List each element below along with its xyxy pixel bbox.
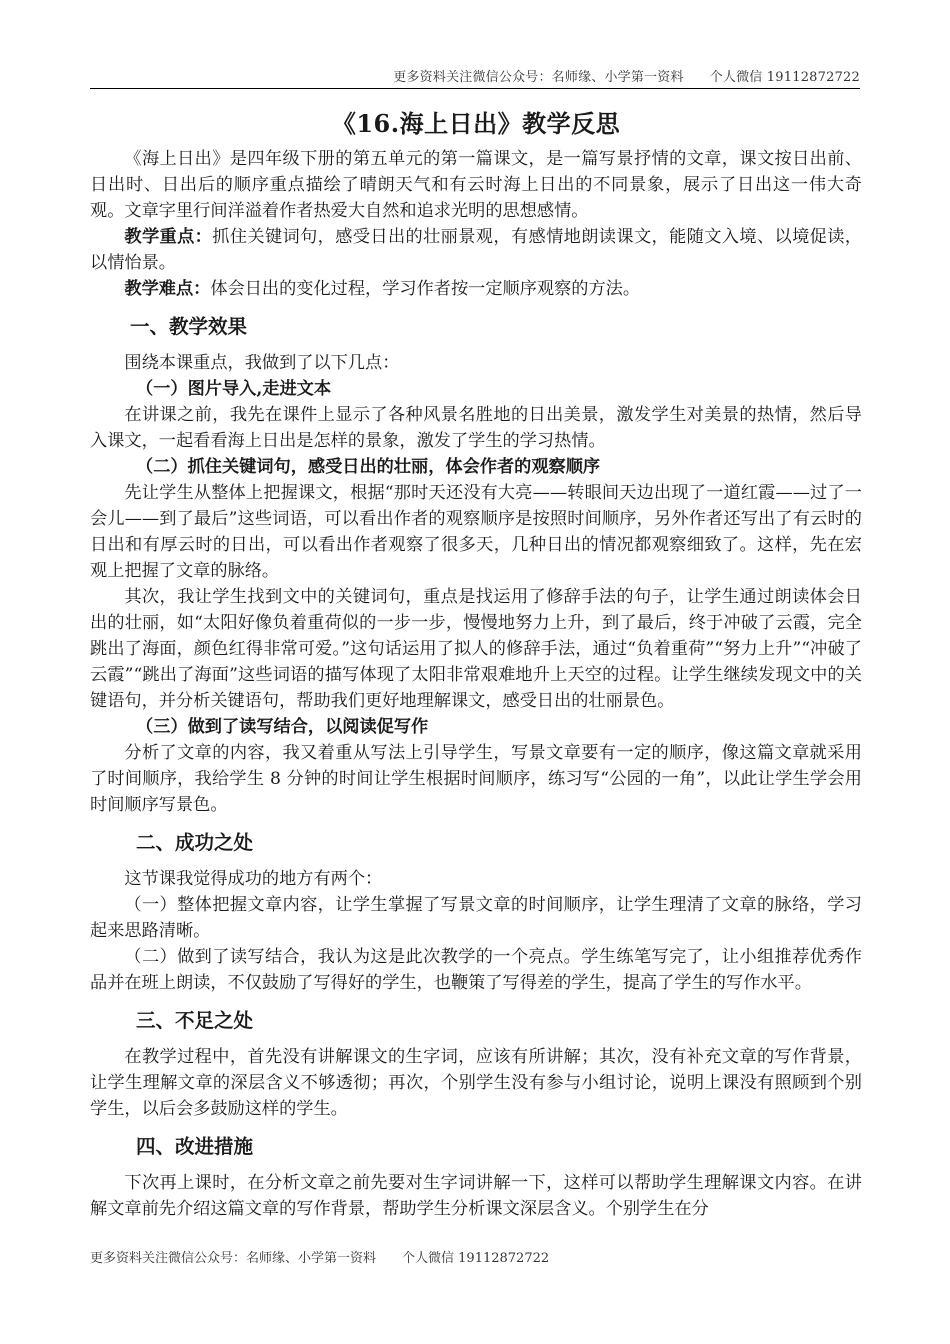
- document-title: 《16.海上日出》教学反思: [331, 109, 621, 138]
- section-heading-effect: 一、教学效果: [130, 315, 248, 338]
- document-body: [90, 104, 862, 1222]
- subheading-key-words: （二）抓住关键词句，感受日出的壮丽，体会作者的观察顺序: [136, 457, 601, 477]
- section-heading-shortcomings: 三、不足之处: [136, 1009, 254, 1032]
- page-footer: [90, 1247, 549, 1266]
- section1-paragraph-4: 分析了文章的内容，我又着重从写法上引导学生，写景文章要有一定的顺序，像这篇文章就采用了时间顺序，我给学生 8 分钟的时间让学生根据时间顺序，练习写“公园的一角”，以此让学生学会用时间顺序写景色。: [90, 743, 862, 815]
- section-heading-improvement: 四、改进措施: [136, 1135, 254, 1158]
- section2-paragraph-2: （二）做到了读写结合，我认为这是此次教学的一个亮点。学生练笔写完了，让小组推荐优秀作品并在班上朗读，不仅鼓励了写得好的学生，也鞭策了写得差的学生，提高了学生的写作水平。: [90, 947, 862, 993]
- section1-paragraph-1: 在讲课之前，我先在课件上显示了各种风景名胜地的日出美景，激发学生对美景的热情，然后导入课文，一起看看海上日出是怎样的景象，激发了学生的学习热情。: [90, 405, 862, 451]
- section-heading-success: 二、成功之处: [136, 831, 254, 854]
- footer-promo-text: 更多资料关注微信公众号：名师缘、小学第一资料: [90, 1251, 377, 1266]
- subheading-picture-intro: （一）图片导入,走进文本: [136, 379, 332, 399]
- key-point-paragraph: [90, 224, 862, 276]
- section2-paragraph-1: （一）整体把握文章内容，让学生掌握了写景文章的时间顺序，让学生理清了文章的脉络，学习起来思路清晰。: [90, 895, 862, 941]
- intro-paragraph: 《海上日出》是四年级下册的第五单元的第一篇课文，是一篇写景抒情的文章，课文按日出前、日出时、日出后的顺序重点描绘了晴朗天气和有云时海上日出的不同景象，展示了日出这一伟大奇观。文章字里行间洋溢着作者热爱大自然和追求光明的思想感情。: [90, 149, 862, 221]
- page-header: [90, 66, 860, 85]
- section1-lead: 围绕本课重点，我做到了以下几点：: [124, 353, 400, 373]
- section2-lead: 这节课我觉得成功的地方有两个：: [124, 869, 383, 889]
- section3-paragraph-1: 在教学过程中，首先没有讲解课文的生字词，应该有所讲解；其次，没有补充文章的写作背景，让学生理解文章的深层含义不够透彻；再次，个别学生没有参与小组讨论，说明上课没有照顾到个别学生，以后会多鼓励这样的学生。: [90, 1047, 862, 1119]
- section4-paragraph-1: 下次再上课时，在分析文章之前先要对生字词讲解一下，这样可以帮助学生理解课文内容。在讲解文章前先介绍这篇文章的写作背景，帮助学生分析课文深层含义。个别学生在分: [90, 1173, 862, 1219]
- difficulty-text: 体会日出的变化过程，学习作者按一定顺序观察的方法。: [210, 279, 641, 299]
- subheading-read-write: （三）做到了读写结合，以阅读促写作: [136, 717, 429, 737]
- section1-paragraph-3: 其次，我让学生找到文中的关键词句，重点是找运用了修辞手法的句子，让学生通过朗读体会日出的壮丽，如“太阳好像负着重荷似的一步一步，慢慢地努力上升，到了最后，终于冲破了云霞，完全跳出了海面，颜色红得非常可爱。”这句话运用了拟人的修辞手法，通过“负着重荷”“努力上升”“冲破了云霞”“跳出了海面”这些词语的描写体现了太阳非常艰难地升上天空的过程。让学生继续发现文中的关键语句，并分析关键语句，帮助我们更好地理解课文，感受日出的壮丽景色。: [90, 587, 862, 711]
- header-wechat-text: 个人微信 19112872722: [709, 70, 860, 85]
- difficulty-label: 教学难点：: [124, 279, 211, 299]
- key-point-label: 教学重点：: [124, 227, 213, 247]
- key-point-text: 抓住关键词句，感受日出的壮丽景观，有感情地朗读课文，能随文入境、以境促读，以情怡景。: [90, 227, 862, 273]
- header-divider: [90, 88, 860, 89]
- header-promo-text: 更多资料关注微信公众号：名师缘、小学第一资料: [393, 70, 684, 85]
- footer-wechat-text: 个人微信 19112872722: [402, 1251, 550, 1266]
- section1-paragraph-2: 先让学生从整体上把握课文，根据“那时天还没有大亮——转眼间天边出现了一道红霞——过了一会儿——到了最后”这些词语，可以看出作者的观察顺序是按照时间顺序，另外作者还写出了有云时的日出和有厚云时的日出，可以看出作者观察了很多天，几种日出的情况都观察细致了。这样，先在宏观上把握了文章的脉络。: [90, 483, 862, 581]
- difficulty-paragraph: [90, 276, 862, 302]
